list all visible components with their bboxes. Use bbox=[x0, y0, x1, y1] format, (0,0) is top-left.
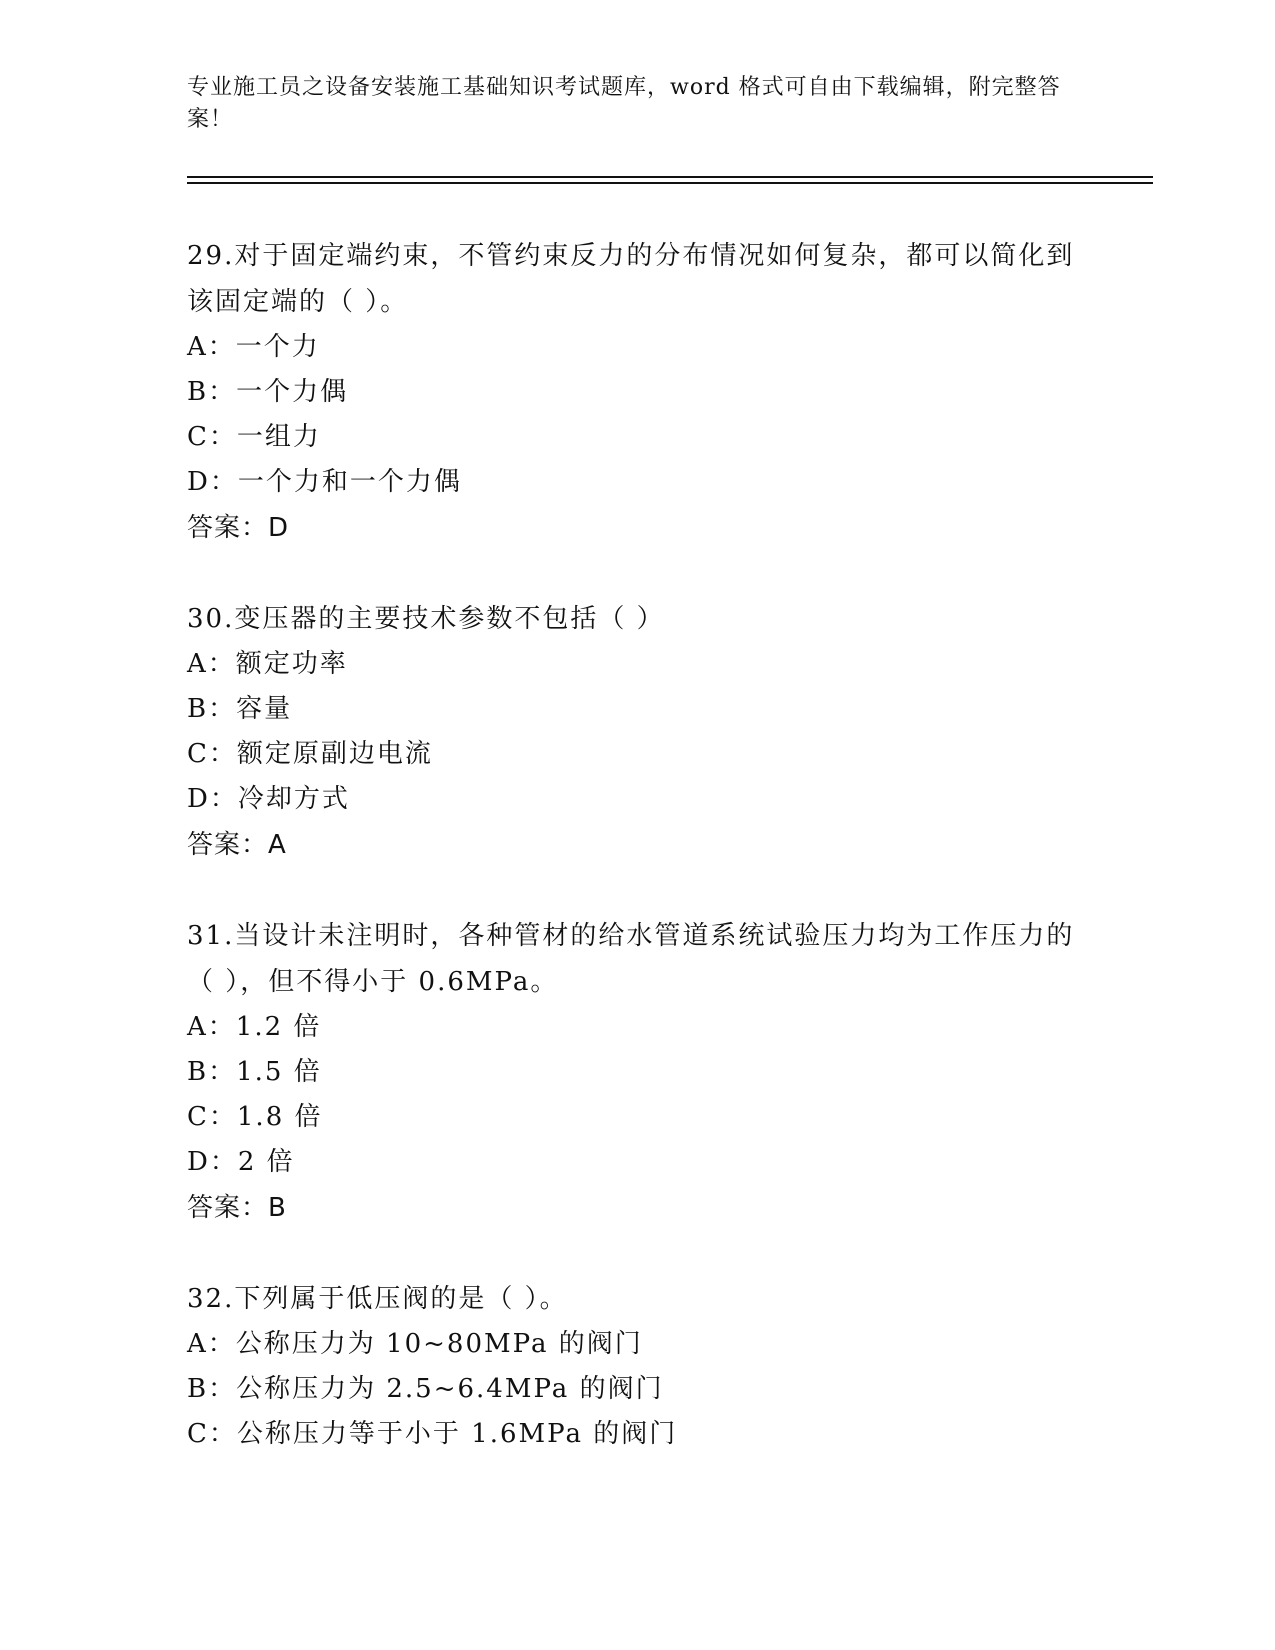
question-30 bbox=[187, 596, 1087, 868]
question-text: 30.变压器的主要技术参数不包括（ ） bbox=[187, 604, 665, 634]
question-32 bbox=[187, 1276, 1087, 1457]
option-b: B：一个力偶 bbox=[187, 377, 349, 407]
option-d: D：2 倍 bbox=[187, 1147, 295, 1177]
option-c: C：公称压力等于小于 1.6MPa 的阀门 bbox=[187, 1419, 678, 1449]
question-29 bbox=[187, 233, 1087, 551]
option-b: B：公称压力为 2.5~6.4MPa 的阀门 bbox=[187, 1374, 664, 1404]
option-a: A：1.2 倍 bbox=[187, 1012, 322, 1042]
answer: 答案：A bbox=[187, 830, 287, 860]
header-title: 专业施工员之设备安装施工基础知识考试题库，word 格式可自由下载编辑，附完整答案！ bbox=[187, 75, 1061, 132]
document-header bbox=[187, 72, 1067, 136]
question-text: 29.对于固定端约束，不管约束反力的分布情况如何复杂，都可以简化到该固定端的（ ）。 bbox=[187, 241, 1075, 317]
question-text: 32.下列属于低压阀的是（ ）。 bbox=[187, 1284, 568, 1314]
option-a: A：一个力 bbox=[187, 332, 320, 362]
option-d: D：冷却方式 bbox=[187, 784, 350, 814]
header-divider-bottom bbox=[187, 182, 1153, 184]
question-list bbox=[187, 233, 1087, 1502]
option-a: A：额定功率 bbox=[187, 649, 348, 679]
option-b: B：1.5 倍 bbox=[187, 1057, 322, 1087]
answer: 答案：B bbox=[187, 1193, 287, 1223]
option-d: D：一个力和一个力偶 bbox=[187, 467, 462, 497]
question-31 bbox=[187, 913, 1087, 1231]
option-c: C：额定原副边电流 bbox=[187, 739, 433, 769]
option-b: B：容量 bbox=[187, 694, 293, 724]
answer: 答案：D bbox=[187, 513, 290, 543]
option-a: A：公称压力为 10~80MPa 的阀门 bbox=[187, 1329, 643, 1359]
header-divider-top bbox=[187, 176, 1153, 178]
option-c: C：1.8 倍 bbox=[187, 1102, 323, 1132]
option-c: C：一组力 bbox=[187, 422, 321, 452]
question-text: 31.当设计未注明时，各种管材的给水管道系统试验压力均为工作压力的（ ），但不得小于 0.6MPa。 bbox=[187, 921, 1075, 997]
